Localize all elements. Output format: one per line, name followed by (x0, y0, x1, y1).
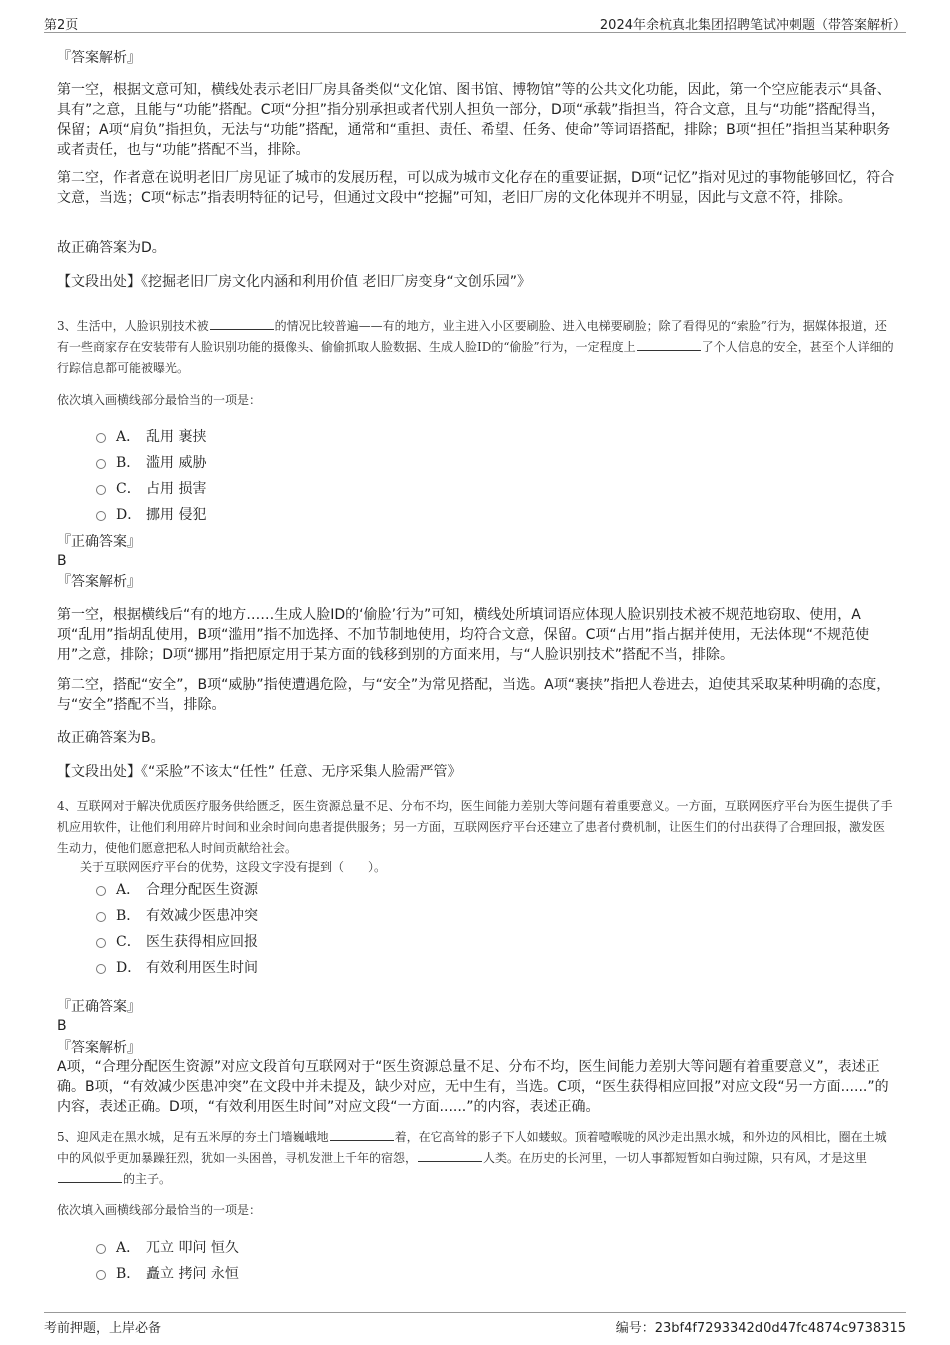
q4-option-d[interactable]: D． 有效利用医生时间 (96, 957, 258, 977)
q4-prompt: 关于互联网医疗平台的优势，这段文字没有提到（ ）。 (80, 860, 387, 874)
q3-option-d[interactable]: D． 挪用 侵犯 (96, 504, 206, 524)
q2-source: 【文段出处】《挖掘老旧厂房文化内涵和利用价值 老旧厂房变身“文创乐园”》 (57, 274, 531, 290)
radio-icon[interactable] (96, 886, 106, 896)
q3-option-b[interactable]: B． 滥用 威胁 (96, 452, 206, 472)
q4-answer-label: 『正确答案』 (57, 999, 141, 1015)
q3-answer-label: 『正确答案』 (57, 534, 141, 550)
radio-icon[interactable] (96, 459, 106, 469)
q2-analysis-label: 『答案解析』 (57, 50, 141, 66)
q4-option-c[interactable]: C． 医生获得相应回报 (96, 931, 258, 951)
document-code: 编号：23bf4f7293342d0d47fc4874c9738315 (615, 1321, 906, 1336)
q4-answer: B (57, 1018, 67, 1034)
q3-prompt: 依次填入画横线部分最恰当的一项是： (57, 393, 262, 407)
q3-option-c[interactable]: C． 占用 损害 (96, 478, 206, 498)
q3-option-a[interactable]: A． 乱用 裹挟 (96, 426, 206, 446)
footer-slogan: 考前押题，上岸必备 (44, 1321, 162, 1336)
q5-option-a[interactable]: A． 兀立 叩问 恒久 (96, 1237, 239, 1257)
radio-icon[interactable] (96, 1244, 106, 1254)
q2-answer-summary: 故正确答案为D。 (57, 240, 166, 256)
radio-icon[interactable] (96, 964, 106, 974)
radio-icon[interactable] (96, 938, 106, 948)
q3-answer: B (57, 553, 67, 569)
radio-icon[interactable] (96, 433, 106, 443)
page-number: 第2页 (44, 18, 79, 33)
q3-source: 【文段出处】《“采脸”不该太“任性” 任意、无序采集人脸需严管》 (57, 764, 462, 780)
q3-answer-summary: 故正确答案为B。 (57, 730, 165, 746)
q4-option-b[interactable]: B． 有效减少医患冲突 (96, 905, 258, 925)
radio-icon[interactable] (96, 912, 106, 922)
document-title: 2024年余杭真北集团招聘笔试冲刺题（带答案解析） (599, 18, 906, 33)
q4-option-a[interactable]: A． 合理分配医生资源 (96, 879, 258, 899)
q5-option-b[interactable]: B． 矗立 拷问 永恒 (96, 1263, 239, 1283)
q4-analysis-label: 『答案解析』 (57, 1040, 141, 1056)
q3-analysis-p1: 第一空，根据横线后“有的地方……生成人脸ID的‘偷脸’行为”可知，横线处所填词语应体现人脸识别技术被不规范地窃取、使用，A项“乱用”指胡乱使用，B项“滥用”指不加选择、不加节制地使用，均符合文意，保留。C项“占用”指占据并使用，无法体现“不规范使用”之意，排除；D项“挪用”指把原定用于某方面的钱移到别的方面来用，与“人脸识别技术”搭配不当，排除。 (57, 607, 870, 663)
blank-line (58, 1169, 122, 1183)
blank-line (418, 1148, 482, 1162)
blank-line (210, 316, 274, 330)
radio-icon[interactable] (96, 511, 106, 521)
q3-analysis-p2: 第二空，搭配“安全”，B项“威胁”指使遭遇危险，与“安全”为常见搭配，当选。A项“裹挟”指把人卷进去，迫使其采取某种明确的态度，与“安全”搭配不当，排除。 (57, 677, 891, 713)
blank-line (330, 1127, 394, 1141)
q4-analysis-p1: A项，“合理分配医生资源”对应文段首句互联网对于“医生资源总量不足、分布不均，医生间能力差别大等问题有着重要意义”，表述正确。B项，“有效减少医患冲突”在文段中并未提及，缺少对应，无中生有，当选。C项，“医生获得相应回报”对应文段“另一方面......”的内容，表述正确。D项，“有效利用医生时间”对应文段“一方面......”的内容，表述正确。 (57, 1059, 889, 1115)
q3-stem: 3、生活中，人脸识别技术被 的情况比较普遍——有的地方，业主进入小区要刷脸、进入电梯要刷脸；除了看得见的“索脸”行为，据媒体报道，还有一些商家存在安装带有人脸识别功能的摄像头、偷偷抓取人脸数据、生成人脸ID的“偷脸”行为，一定程度上 了个人信息的安全，甚至个人详细的行踪信息都可能被曝光。 (57, 316, 895, 379)
q4-stem: 4、互联网对于解决优质医疗服务供给匮乏，医生资源总量不足、分布不均，医生间能力差别大等问题有着重要意义。一方面，互联网医疗平台为医生提供了手机应用软件，让他们利用碎片时间和业余时间向患者提供服务；另一方面，互联网医疗平台还建立了患者付费机制，让医生们的付出获得了合理回报，激发医生动力，使他们愿意把私人时间贡献给社会。 (57, 799, 893, 855)
q2-analysis-p2: 第二空，作者意在说明老旧厂房见证了城市的发展历程，可以成为城市文化存在的重要证据，D项“记忆”指对见过的事物能够回忆，符合文意，当选；C项“标志”指表明特征的记号，但通过文段中“挖掘”可知，老旧厂房的文化体现并不明显，因此与文意不符，排除。 (57, 170, 895, 206)
q5-stem: 5、迎风走在黑水城，足有五米厚的夯土门墙巍峨地 着，在它高耸的影子下人如蝼蚁。顶着噎喉咙的风沙走出黑水城，和外边的风相比，圈在土城中的风似乎更加暴躁狂烈，犹如一头困兽，寻机发泄上千年的宿怨， 人类。在历史的长河里，一切人事都短暂如白驹过隙，只有风，才是这里的主子。 (57, 1127, 895, 1190)
q2-analysis-p1: 第一空，根据文意可知，横线处表示老旧厂房具备类似“文化馆、图书馆、博物馆”等的公共文化功能，因此，第一个空应能表示“具备、具有”之意，且能与“功能”搭配。C项“分担”指分别承担或者代别人担负一部分，D项“承载”指担当，符合文意，且与“功能”搭配得当，保留；A项“肩负”指担负，无法与“功能”搭配，通常和“重担、责任、希望、任务、使命”等词语搭配，排除；B项“担任”指担当某种职务或者责任，也与“功能”搭配不当，排除。 (57, 82, 891, 158)
q3-analysis-label: 『答案解析』 (57, 574, 141, 590)
page-footer (44, 1312, 906, 1335)
q5-prompt: 依次填入画横线部分最恰当的一项是： (57, 1203, 262, 1217)
blank-line (637, 337, 701, 351)
radio-icon[interactable] (96, 1270, 106, 1280)
radio-icon[interactable] (96, 485, 106, 495)
page-header (44, 12, 906, 33)
